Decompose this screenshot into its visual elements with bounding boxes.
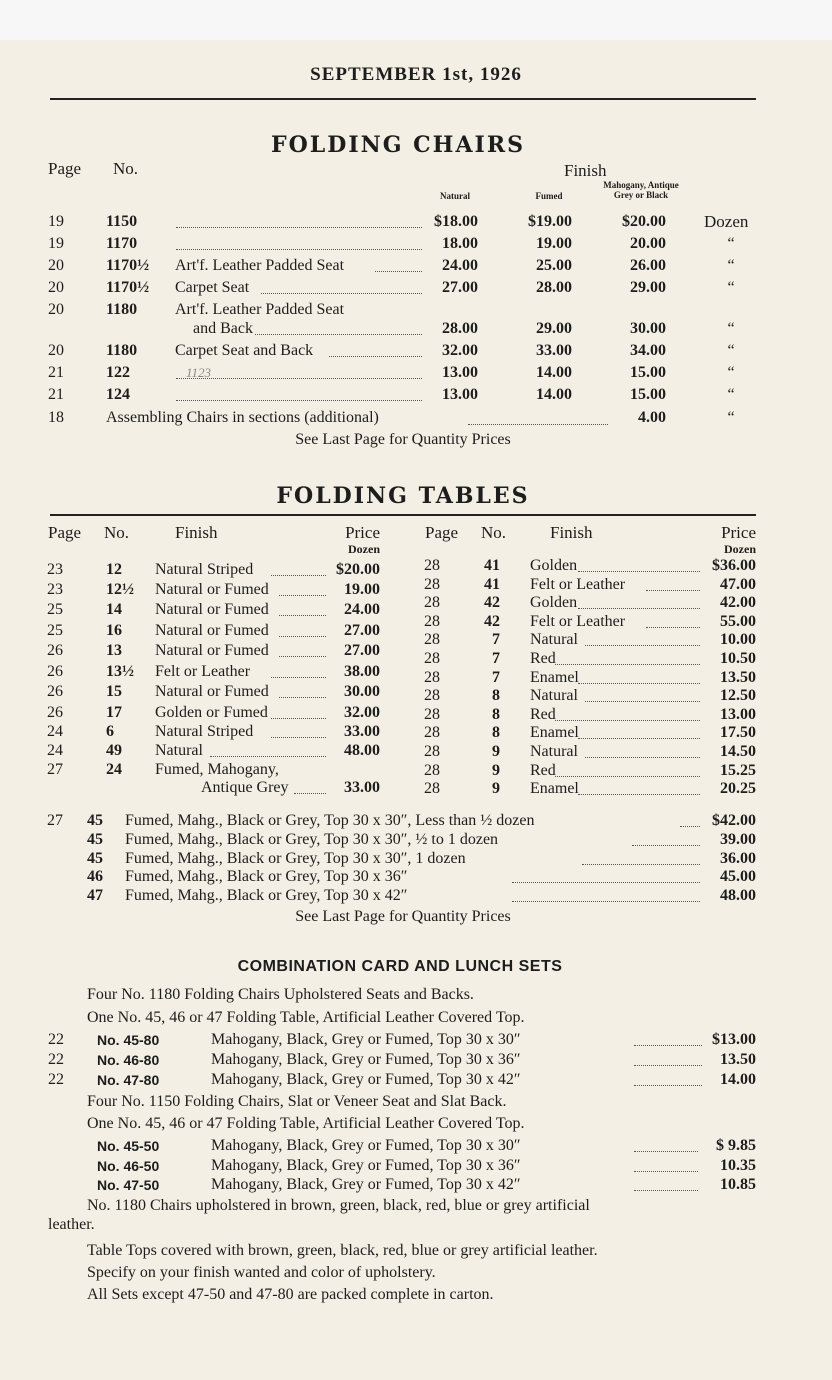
table-number: 47	[87, 887, 103, 905]
table-price: $20.00	[336, 561, 380, 578]
price-fumed: 28.00	[536, 279, 572, 296]
set-description: Mahogany, Black, Grey or Fumed, Top 30 x 30″	[211, 1137, 521, 1154]
table-number: 17	[106, 704, 122, 721]
table-price: 55.00	[720, 612, 756, 630]
table-number: 16	[106, 622, 122, 639]
leader-dots	[555, 776, 700, 777]
table-finish: Natural or Fumed	[155, 581, 269, 598]
scan-margin	[0, 0, 832, 40]
tables-header-dozen-right: Dozen	[724, 542, 756, 556]
table-price: 10.00	[720, 631, 756, 649]
combo-intro: One No. 45, 46 or 47 Folding Table, Artificial Leather Covered Top.	[87, 1009, 525, 1026]
table-price: 38.00	[344, 663, 380, 680]
table-price: 32.00	[344, 704, 380, 721]
price-fumed: 29.00	[536, 320, 572, 337]
chairs-note: See Last Page for Quantity Prices	[295, 431, 511, 448]
price-natural: 28.00	[442, 320, 478, 337]
table-page: 28	[424, 780, 440, 798]
table-price: 15.25	[720, 761, 756, 779]
table-price: 36.00	[720, 849, 756, 867]
chair-number: 1170½	[106, 257, 150, 274]
price-natural: 13.00	[442, 364, 478, 381]
chair-page: 20	[48, 342, 64, 359]
price-mahogany: 29.00	[630, 279, 666, 296]
table-number: 8	[492, 687, 500, 705]
chair-description: and Back	[193, 320, 253, 337]
table-price: 47.00	[720, 575, 756, 593]
table-number: 12	[106, 561, 122, 578]
set-page: 22	[48, 1071, 64, 1088]
table-number: 13½	[106, 663, 134, 680]
table-number: 45	[87, 830, 103, 848]
table-price: 24.00	[344, 601, 380, 618]
table-finish: Natural or Fumed	[155, 601, 269, 618]
leader-dots	[578, 571, 700, 572]
chairs-title: FOLDING CHAIRS	[270, 132, 525, 158]
table-page: 28	[424, 612, 440, 630]
table-price: 10.50	[720, 650, 756, 667]
price-mahogany: 26.00	[630, 257, 666, 274]
table-page: 24	[47, 742, 63, 759]
leader-dots	[512, 882, 700, 883]
leader-dots	[578, 738, 700, 739]
table-page: 28	[424, 631, 440, 649]
price-natural: $18.00	[434, 213, 478, 230]
table-number: 8	[492, 705, 500, 723]
combo-intro: Four No. 1150 Folding Chairs, Slat or Veneer Seat and Slat Back.	[87, 1093, 507, 1110]
table-price: $42.00	[712, 812, 756, 829]
chair-number: 1150	[106, 213, 138, 230]
table-number: 14	[106, 601, 122, 618]
set-page: 22	[48, 1031, 64, 1048]
leader-dots	[555, 664, 700, 665]
table-number: 41	[484, 575, 500, 593]
chair-page: 20	[48, 301, 64, 318]
chair-page: 19	[48, 213, 64, 230]
leader-dots	[329, 356, 422, 357]
price-unit: Dozen	[704, 212, 749, 231]
tables-header-dozen: Dozen	[348, 542, 380, 556]
chairs-header-finish: Finish	[564, 161, 607, 180]
table-finish: Felt or Leather	[530, 575, 626, 593]
divider	[50, 98, 756, 100]
chair-number: 1180	[106, 301, 138, 318]
chair-page: 21	[48, 364, 64, 381]
table-finish: Enamel	[530, 668, 579, 686]
table-finish: Red	[530, 761, 556, 779]
price-natural: 27.00	[442, 279, 478, 296]
leader-dots	[585, 645, 700, 646]
table-price: 42.00	[720, 594, 756, 612]
table-description: Fumed, Mahg., Black or Grey, Top 30 x 30″, Less than ½ dozen	[125, 812, 535, 829]
leader-dots	[261, 293, 422, 294]
table-price: 33.00	[344, 723, 380, 740]
table-finish: Enamel	[530, 724, 579, 742]
set-description: Mahogany, Black, Grey or Fumed, Top 30 x 36″	[211, 1051, 521, 1068]
divider	[50, 514, 756, 516]
price-natural: 13.00	[442, 386, 478, 403]
table-page: 28	[424, 743, 440, 760]
set-number: No. 45-80	[97, 1032, 160, 1048]
leader-dots	[585, 757, 700, 758]
table-number: 49	[106, 742, 122, 759]
leader-dots	[512, 901, 700, 902]
table-finish: Enamel	[530, 780, 579, 798]
tables-header-no-right: No.	[481, 523, 507, 542]
price-fumed: 19.00	[536, 235, 572, 252]
assembling-unit: “	[727, 409, 735, 426]
page-date: SEPTEMBER 1st, 1926	[310, 64, 522, 85]
price-unit: “	[727, 320, 735, 337]
chairs-header-fumed: Fumed	[535, 191, 563, 201]
set-number: No. 46-50	[97, 1157, 160, 1174]
table-price: 12.50	[720, 687, 756, 705]
table-finish: Natural Striped	[155, 723, 254, 740]
leader-dots	[468, 424, 608, 425]
table-finish: Red	[530, 650, 556, 667]
tables-note: See Last Page for Quantity Prices	[295, 908, 511, 925]
price-fumed: 14.00	[536, 386, 572, 403]
table-page: 26	[47, 704, 63, 721]
price-unit: “	[727, 386, 735, 403]
table-price: 27.00	[344, 642, 380, 659]
table-number: 42	[484, 612, 500, 630]
table-number: 8	[492, 724, 500, 742]
table-finish: Natural or Fumed	[155, 683, 269, 700]
combo-title: COMBINATION CARD AND LUNCH SETS	[237, 958, 563, 975]
set-number: No. 47-50	[97, 1177, 160, 1193]
leader-dots	[176, 400, 422, 401]
table-page: 26	[47, 663, 63, 680]
combo-intro: One No. 45, 46 or 47 Folding Table, Artificial Leather Covered Top.	[87, 1115, 525, 1132]
table-number: 45	[87, 812, 103, 829]
set-price: $ 9.85	[716, 1137, 756, 1154]
tables-header-page-right: Page	[425, 523, 459, 542]
table-finish: Natural or Fumed	[155, 622, 269, 639]
price-unit: “	[727, 279, 735, 296]
price-mahogany: $20.00	[622, 213, 666, 230]
table-price: 48.00	[720, 887, 756, 905]
table-finish: Golden	[530, 594, 578, 612]
price-mahogany: 30.00	[630, 320, 666, 337]
table-page: 25	[47, 601, 63, 618]
table-number: 45	[87, 849, 103, 867]
table-page: 28	[424, 650, 440, 667]
leader-dots	[578, 683, 700, 684]
price-mahogany: 15.00	[630, 386, 666, 403]
table-page: 28	[424, 724, 440, 742]
table-page: 27	[47, 812, 63, 829]
table-description: Fumed, Mahg., Black or Grey, Top 30 x 30″, ½ to 1 dozen	[125, 830, 499, 848]
tables-header-page: Page	[48, 523, 82, 542]
set-description: Mahogany, Black, Grey or Fumed, Top 30 x 42″	[211, 1071, 521, 1088]
table-page: 25	[47, 622, 63, 639]
table-page: 28	[424, 705, 440, 723]
chair-description: Art'f. Leather Padded Seat	[175, 301, 345, 318]
price-fumed: 33.00	[536, 342, 572, 359]
price-unit: “	[727, 235, 735, 252]
table-number: 7	[492, 631, 500, 649]
table-finish: Red	[530, 705, 556, 723]
assembling-desc: Assembling Chairs in sections (additional)	[106, 409, 379, 426]
set-price: 10.35	[720, 1156, 756, 1174]
set-number: No. 45-50	[97, 1138, 160, 1154]
leader-dots	[176, 249, 422, 250]
leader-dots	[646, 627, 700, 628]
chairs-header-mahogany: Mahogany, Antique Grey or Black	[603, 180, 679, 200]
tables-header-price: Price	[345, 523, 380, 542]
table-number: 7	[492, 668, 500, 686]
table-page: 23	[47, 561, 63, 578]
assembling-page: 18	[48, 409, 64, 426]
table-page: 28	[424, 761, 440, 779]
price-natural: 32.00	[442, 342, 478, 359]
handwritten-annotation: 1123	[186, 365, 212, 380]
table-description: Fumed, Mahg., Black or Grey, Top 30 x 30″, 1 dozen	[125, 849, 466, 867]
table-page: 27	[47, 761, 63, 778]
combo-note: All Sets except 47-50 and 47-80 are packed complete in carton.	[87, 1286, 494, 1303]
leader-dots	[634, 1171, 698, 1172]
table-number: 12½	[106, 581, 134, 598]
leader-dots	[255, 334, 422, 335]
chair-number: 1170	[106, 235, 138, 252]
table-price: 33.00	[344, 779, 380, 796]
chair-page: 20	[48, 257, 64, 274]
set-price: 13.50	[720, 1051, 756, 1068]
table-finish: Natural Striped	[155, 561, 254, 578]
combo-note: No. 1180 Chairs upholstered in brown, green, black, red, blue or grey artificial	[87, 1197, 590, 1214]
table-finish: Natural	[530, 687, 578, 705]
table-finish: Golden	[530, 557, 578, 574]
chair-description: Art'f. Leather Padded Seat	[175, 257, 345, 274]
chair-page: 21	[48, 386, 64, 403]
table-number: 13	[106, 642, 122, 659]
price-natural: 18.00	[442, 235, 478, 252]
table-page: 28	[424, 594, 440, 612]
table-finish: Felt or Leather	[530, 612, 626, 630]
price-fumed: 14.00	[536, 364, 572, 381]
set-description: Mahogany, Black, Grey or Fumed, Top 30 x 42″	[211, 1176, 521, 1193]
chair-number: 1180	[106, 342, 138, 359]
table-finish: Fumed, Mahogany,	[155, 761, 279, 778]
table-page: 26	[47, 683, 63, 700]
table-price: 48.00	[344, 742, 380, 759]
leader-dots	[646, 590, 700, 591]
combo-note: Specify on your finish wanted and color of upholstery.	[87, 1264, 436, 1281]
set-number: No. 47-80	[97, 1072, 160, 1088]
set-number: No. 46-80	[97, 1052, 160, 1068]
combo-note: Table Tops covered with brown, green, black, red, blue or grey artificial leather.	[87, 1242, 598, 1259]
table-number: 42	[484, 594, 500, 612]
combo-intro: Four No. 1180 Folding Chairs Upholstered Seats and Backs.	[87, 986, 474, 1003]
table-price: 30.00	[344, 683, 380, 700]
table-number: 6	[106, 723, 114, 740]
price-unit: “	[727, 342, 735, 359]
table-page: 28	[424, 687, 440, 705]
leader-dots	[176, 227, 422, 228]
combo-note: leather.	[48, 1216, 95, 1233]
price-fumed: 25.00	[536, 257, 572, 274]
tables-title: FOLDING TABLES	[276, 483, 530, 509]
table-finish: Natural	[530, 743, 578, 760]
table-finish: Felt or Leather	[155, 663, 251, 680]
table-page: 28	[424, 575, 440, 593]
set-description: Mahogany, Black, Grey or Fumed, Top 30 x 30″	[211, 1031, 521, 1048]
table-price: 27.00	[344, 622, 380, 639]
tables-header-no: No.	[104, 523, 130, 542]
chair-number: 1170½	[106, 279, 150, 296]
leader-dots	[578, 608, 700, 609]
table-finish: Golden or Fumed	[155, 704, 268, 721]
table-price: 20.25	[720, 780, 756, 798]
table-page: 23	[47, 581, 63, 598]
leader-dots	[582, 864, 700, 865]
table-finish: Natural or Fumed	[155, 642, 269, 659]
chairs-header-natural: Natural	[440, 191, 470, 201]
table-price: 13.50	[720, 668, 756, 686]
price-natural: 24.00	[442, 257, 478, 274]
table-price: 45.00	[720, 868, 756, 886]
tables-header-price-right: Price	[721, 523, 756, 542]
table-number: 46	[87, 868, 103, 886]
tables-header-finish-right: Finish	[550, 523, 593, 542]
price-mahogany: 20.00	[630, 235, 666, 252]
leader-dots	[585, 701, 700, 702]
price-unit: “	[727, 257, 735, 274]
table-number: 9	[492, 761, 500, 779]
leader-dots	[634, 1190, 698, 1191]
set-price: 14.00	[720, 1071, 756, 1088]
table-number: 24	[106, 761, 122, 778]
table-price: $36.00	[712, 557, 756, 574]
table-page: 28	[424, 668, 440, 686]
table-number: 41	[484, 557, 500, 574]
table-finish: Natural	[155, 742, 203, 759]
chair-page: 19	[48, 235, 64, 252]
chair-description: Carpet Seat and Back	[175, 342, 314, 359]
chair-number: 122	[106, 364, 130, 381]
set-description: Mahogany, Black, Grey or Fumed, Top 30 x 36″	[211, 1156, 521, 1174]
table-page: 24	[47, 723, 63, 740]
price-unit: “	[727, 364, 735, 381]
chair-page: 20	[48, 279, 64, 296]
table-finish: Natural	[530, 631, 578, 649]
table-number: 7	[492, 650, 500, 667]
table-number: 9	[492, 743, 500, 760]
leader-dots	[555, 720, 700, 721]
table-page: 28	[424, 557, 440, 574]
chair-description: Carpet Seat	[175, 279, 250, 296]
table-price: 39.00	[720, 830, 756, 848]
leader-dots	[176, 378, 422, 379]
table-description: Fumed, Mahg., Black or Grey, Top 30 x 42″	[125, 887, 408, 905]
chairs-header-no: No.	[113, 159, 139, 178]
price-mahogany: 15.00	[630, 364, 666, 381]
leader-dots	[632, 845, 700, 846]
table-number: 15	[106, 683, 122, 700]
price-fumed: $19.00	[528, 213, 572, 230]
table-number: 9	[492, 780, 500, 798]
table-price: 14.50	[720, 743, 756, 760]
table-page: 26	[47, 642, 63, 659]
table-finish: Antique Grey	[201, 779, 289, 796]
chairs-header-page: Page	[48, 159, 82, 178]
set-price: $13.00	[712, 1031, 756, 1048]
set-price: 10.85	[720, 1176, 756, 1193]
tables-header-finish: Finish	[175, 523, 218, 542]
table-price: 13.00	[720, 705, 756, 723]
table-price: 19.00	[344, 581, 380, 598]
chair-number: 124	[106, 386, 130, 403]
leader-dots	[634, 1151, 698, 1152]
leader-dots	[210, 756, 326, 757]
assembling-price: 4.00	[638, 409, 666, 426]
set-page: 22	[48, 1051, 64, 1068]
leader-dots	[578, 794, 700, 795]
table-description: Fumed, Mahg., Black or Grey, Top 30 x 36″	[125, 868, 408, 886]
table-price: 17.50	[720, 724, 756, 742]
price-mahogany: 34.00	[630, 342, 666, 359]
